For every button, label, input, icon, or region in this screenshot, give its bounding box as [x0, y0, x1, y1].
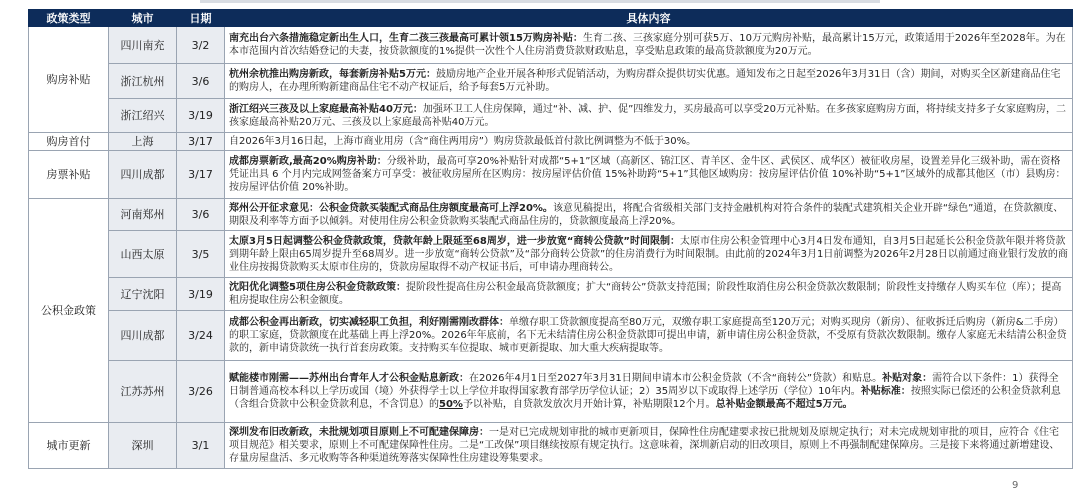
city-cell: 深圳 [109, 423, 177, 469]
table-row [29, 27, 1073, 64]
content-cell [225, 231, 1073, 278]
date-cell: 3/6 [177, 199, 225, 231]
content-headline: 南充出台六条措施稳定新出生人口，生育二孩三孩最高可累计领15万购房补贴： [229, 33, 583, 44]
content-headline: 成都公积金再出新政，切实减轻职工负担，利好刚需刚改群体： [229, 317, 509, 328]
content-cell [225, 64, 1073, 99]
table-row [29, 423, 1073, 469]
date-cell: 3/24 [177, 311, 225, 361]
content-highlight-percent: 50% [439, 399, 463, 410]
content-cell [225, 361, 1073, 423]
content-headline: 赋能楼市刚需——苏州出台青年人才公积金贴息新政： [229, 373, 469, 384]
category-cell: 公积金政策 [29, 199, 109, 423]
date-cell: 3/26 [177, 361, 225, 423]
city-cell: 浙江杭州 [109, 64, 177, 99]
content-text: 分级补助，最高可享20%补贴针对成都“5+1”区域（高新区、锦江区、青羊区、金牛区、武侯区、成华区）被征收房屋，设置差异化三级补助，需在资格凭证出具 6 个月内完成网签备案方可享受：被征收房屋所在区购房：按房屋评估价值 15%补助跨“5+1”其他区域购房：按房屋评估价值 10%补助“5+1”区域外的成都其他区（市）县购房：按房屋评估价值 20%补助。 [229, 156, 1066, 193]
content-cell [225, 99, 1073, 133]
header-content: 具体内容 [225, 10, 1073, 27]
header-date: 日期 [177, 10, 225, 27]
content-subhead-cap: 总补贴金额最高不超过5万元。 [715, 399, 853, 410]
city-cell: 四川南充 [109, 27, 177, 64]
table-header-row [29, 10, 1073, 27]
city-cell: 四川成都 [109, 151, 177, 199]
policy-table [28, 9, 1073, 469]
content-headline: 郑州公开征求意见：公积金贷款买装配式商品住房额度最高可上浮20%。 [229, 202, 553, 214]
content-text: 生育二孩、三孩家庭分别可获5万、10万元购房补贴，最高累计15万元，政策适用于2026年至2028年。为在本市范围内首次结婚登记的夫妻，按贷款额度的1%提供一次性个人住房消费贷款财政贴息，享受贴息政策的最高贷款额度为20万元。 [229, 33, 1066, 57]
content-text: 鼓励房地产企业开展各种形式促销活动，为购房群众提供切实优惠。通知发布之日起至2026年3月31日（含）期间，对购买全区新建商品住宅的购房人，在办理所购新建商品住宅不动产权证后，给予每套5万元补助。 [229, 69, 1061, 93]
content-headline: 太原3月5日起调整公积金贷款政策，贷款年龄上限延至68周岁，进一步放宽“商转公贷款”时间限制： [229, 235, 680, 247]
table-row [29, 64, 1073, 99]
city-cell: 山西太原 [109, 231, 177, 278]
table-row [29, 133, 1073, 151]
content-text: 按照实际已偿还的公积金贷款利息（含组合贷款中公积金贷款利息，不含罚息）的 [229, 386, 1061, 410]
content-subhead-target: 补贴对象： [882, 373, 933, 384]
header-city: 城市 [109, 10, 177, 27]
city-cell: 辽宁沈阳 [109, 278, 177, 311]
city-cell: 河南郑州 [109, 199, 177, 231]
city-cell: 上海 [109, 133, 177, 151]
content-headline: 沈阳优化调整5项住房公积金贷款政策： [229, 282, 406, 293]
date-cell: 3/17 [177, 151, 225, 199]
content-text: 需符合以下条件：1）获得全日制普通高校本科以上学历或国（境）外获得学士以上学位并取得国家教育部学历学位认证；2）35周岁以下或取得上述学历（学位）10年内。 [229, 373, 1059, 397]
content-headline: 杭州余杭推出购房新政，每套新房补贴5万元： [229, 69, 436, 80]
date-cell: 3/17 [177, 133, 225, 151]
date-cell: 3/5 [177, 231, 225, 278]
content-text: 加强环卫工人住房保障，通过“补、减、护、促”四维发力，买房最高可以享受20万元补贴。在多孩家庭购房方面，将持续支持多子女家庭购房，二孩家庭最高补贴20万元、三孩及以上家庭最高补贴40万元。 [229, 103, 1067, 128]
content-text: 自2026年3月16日起，上海市商业用房（含“商住两用房”）购房贷款最低首付款比例调整为不低于30%。 [229, 136, 697, 147]
content-cell [225, 278, 1073, 311]
city-cell: 江苏苏州 [109, 361, 177, 423]
content-cell [225, 151, 1073, 199]
date-cell: 3/2 [177, 27, 225, 64]
date-cell: 3/6 [177, 64, 225, 99]
date-cell: 3/1 [177, 423, 225, 469]
city-cell: 浙江绍兴 [109, 99, 177, 133]
table-row [29, 278, 1073, 311]
table-row [29, 311, 1073, 361]
content-text: 一是对已完成规划审批的城市更新项目，保障性住房配建要求按已批规划及原规定执行；对未完成规划审批的项目，应符合《住宅项目规范》相关要求，原则上不可配建保障性住房。二是“工改保”项目继续按原有规定执行。这意味着，深圳新启动的旧改项目，原则上不再强制配建保障房。三是接下来将通过新增建设、存量房屋盘活、多元收购等各种渠道统筹落实保障性住房建设筹集要求。 [229, 427, 1060, 464]
content-cell [225, 423, 1073, 469]
content-headline: 浙江绍兴三孩及以上家庭最高补贴40万元： [229, 103, 423, 115]
content-cell [225, 199, 1073, 231]
table-row [29, 231, 1073, 278]
content-text: 太原市住房公积金管理中心3月4日发布通知，自3月5日起延长公积金贷款年限并将贷款到期年龄上限由65周岁提升至68周岁。进一步放宽“商转公贷款”及“部分商转公贷款”的住房消费行为时间限制。由此前的2024年3月1日前调整为2026年2月28日以前通过商业银行发放的商业住房按揭贷款购买太原市住房的，贷款房屋取得不动产权证书后，可申请办理商转公。 [229, 235, 1068, 273]
table-row [29, 199, 1073, 231]
content-text: 提阶段性提高住房公积金最高贷款额度；扩大“商转公”贷款支持范围；阶段性取消住房公积金贷款次数限制；阶段性支持缴存人购买车位（库）；提高租房提取住房公积金额度。 [229, 282, 1062, 306]
category-cell: 房票补贴 [29, 151, 109, 199]
content-headline: 成都房票新政,最高20%购房补助： [229, 156, 387, 167]
content-cell [225, 311, 1073, 361]
content-headline: 深圳发布旧改新政，未批规划项目原则上不可配建保障房： [229, 427, 489, 438]
content-text: 在2026年4月1日至2027年3月31日期间申请本市公积金贷款（不含“商转公”贷款）和贴息。 [469, 373, 883, 384]
page-number: 9 [1012, 480, 1019, 491]
category-cell: 购房首付 [29, 133, 109, 151]
content-subhead-standard: 补贴标准： [860, 386, 911, 397]
content-cell [225, 27, 1073, 64]
content-cell [225, 133, 1073, 151]
content-text: 予以补贴，自贷款发放次月开始计算，补贴期限12个月。 [462, 399, 716, 410]
date-cell: 3/19 [177, 99, 225, 133]
category-cell: 城市更新 [29, 423, 109, 469]
content-text: 该意见稿提出，将配合省级相关部门支持金融机构对符合条件的装配式建筑相关企业开辟“绿色”通道，在贷款额度、期限及利率等方面予以倾斜。对使用住房公积金贷款购买装配式商品住房的，贷款额度最高上浮20%。 [229, 202, 1064, 227]
table-row [29, 99, 1073, 133]
header-type: 政策类型 [29, 10, 109, 27]
table-row [29, 361, 1073, 423]
category-cell: 购房补贴 [29, 27, 109, 133]
content-text: 单缴存职工贷款额度提高至80万元，双缴存职工家庭提高至120万元；对购买现房（新房）、征收拆迁后购房（新房&二手房）的职工家庭，贷款额度在此基础上再上浮20%。2026年年底前，名下无未结清住房公积金贷款即可提出申请，新申请住房公积金贷款，不受原有贷款次数限制。缴存人家庭无未结清公积金贷款的，新申请贷款统一执行首套房政策。支持购买车位提取、城市更新提取、加大重大疾病提取等。 [229, 317, 1067, 354]
table-row [29, 151, 1073, 199]
date-cell: 3/19 [177, 278, 225, 311]
city-cell: 四川成都 [109, 311, 177, 361]
